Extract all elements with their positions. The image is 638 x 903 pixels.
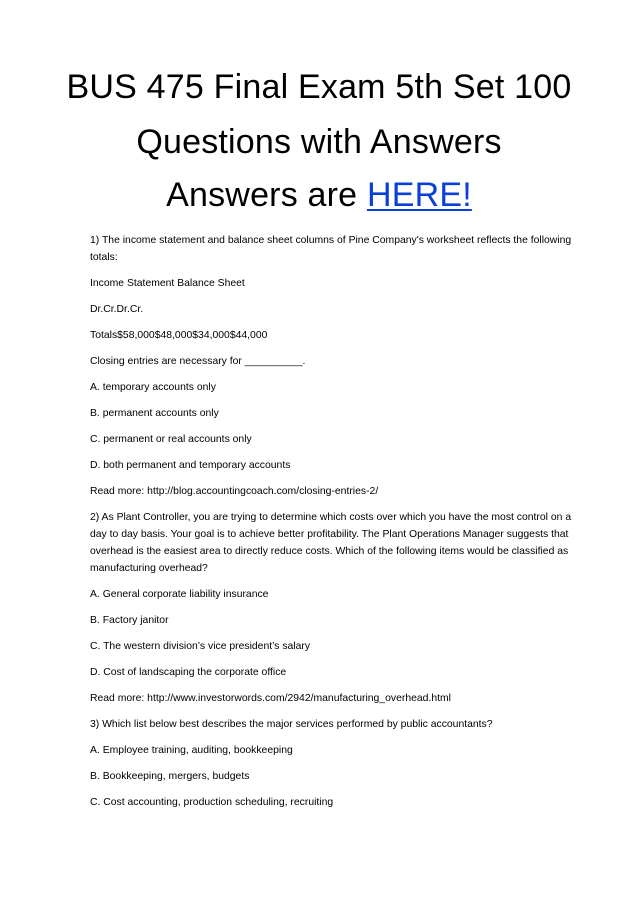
question-3-option-b: B. Bookkeeping, mergers, budgets (90, 771, 250, 782)
question-2-option-b: B. Factory janitor (90, 615, 169, 626)
title-line-1: BUS 475 Final Exam 5th Set 100 (66, 68, 572, 106)
question-2-option-a: A. General corporate liability insurance (90, 589, 269, 600)
question-2-read-more: Read more: http://www.investorwords.com/2942/manufacturing_overhead.html (90, 693, 451, 704)
title-line-2: Questions with Answers (136, 123, 502, 161)
question-1-option-a: A. temporary accounts only (90, 382, 216, 393)
document-body (90, 232, 590, 820)
question-3-text: 3) Which list below best describes the major services performed by public accountants? (90, 719, 493, 730)
table-header-text: Income Statement Balance Sheet (90, 278, 245, 289)
question-3-option-c: C. Cost accounting, production scheduling, recruiting (90, 797, 334, 808)
question-2-text: 2) As Plant Controller, you are trying to determine which costs over which you have the most control on a day to day basis. Your goal is to achieve better profitability. The Plant Operations Manager suggests that overhead is the easiest area to directly reduce costs. Which of the following items would be classified as manufacturing overhead? (90, 512, 572, 574)
title-line-3-prefix: Answers are (166, 176, 367, 214)
question-2-option-c: C. The western division’s vice president’s salary (90, 641, 311, 652)
title-line-3 (60, 175, 578, 215)
here-link[interactable]: HERE! (366, 176, 472, 214)
question-1-text: 1) The income statement and balance sheet columns of Pine Company's worksheet reflects the following totals: (90, 235, 572, 263)
question-1-option-b: B. permanent accounts only (90, 408, 219, 419)
table-subheader-text: Dr.Cr.Dr.Cr. (90, 304, 144, 315)
table-totals-text: Totals$58,000$48,000$34,000$44,000 (90, 330, 268, 341)
question-1-prompt: Closing entries are necessary for __________. (90, 356, 306, 367)
question-1-option-c: C. permanent or real accounts only (90, 434, 252, 445)
question-1-option-d: D. both permanent and temporary accounts (90, 460, 291, 471)
question-1-read-more: Read more: http://blog.accountingcoach.com/closing-entries-2/ (90, 486, 379, 497)
question-3-option-a: A. Employee training, auditing, bookkeeping (90, 745, 293, 756)
question-2-option-d: D. Cost of landscaping the corporate office (90, 667, 287, 678)
